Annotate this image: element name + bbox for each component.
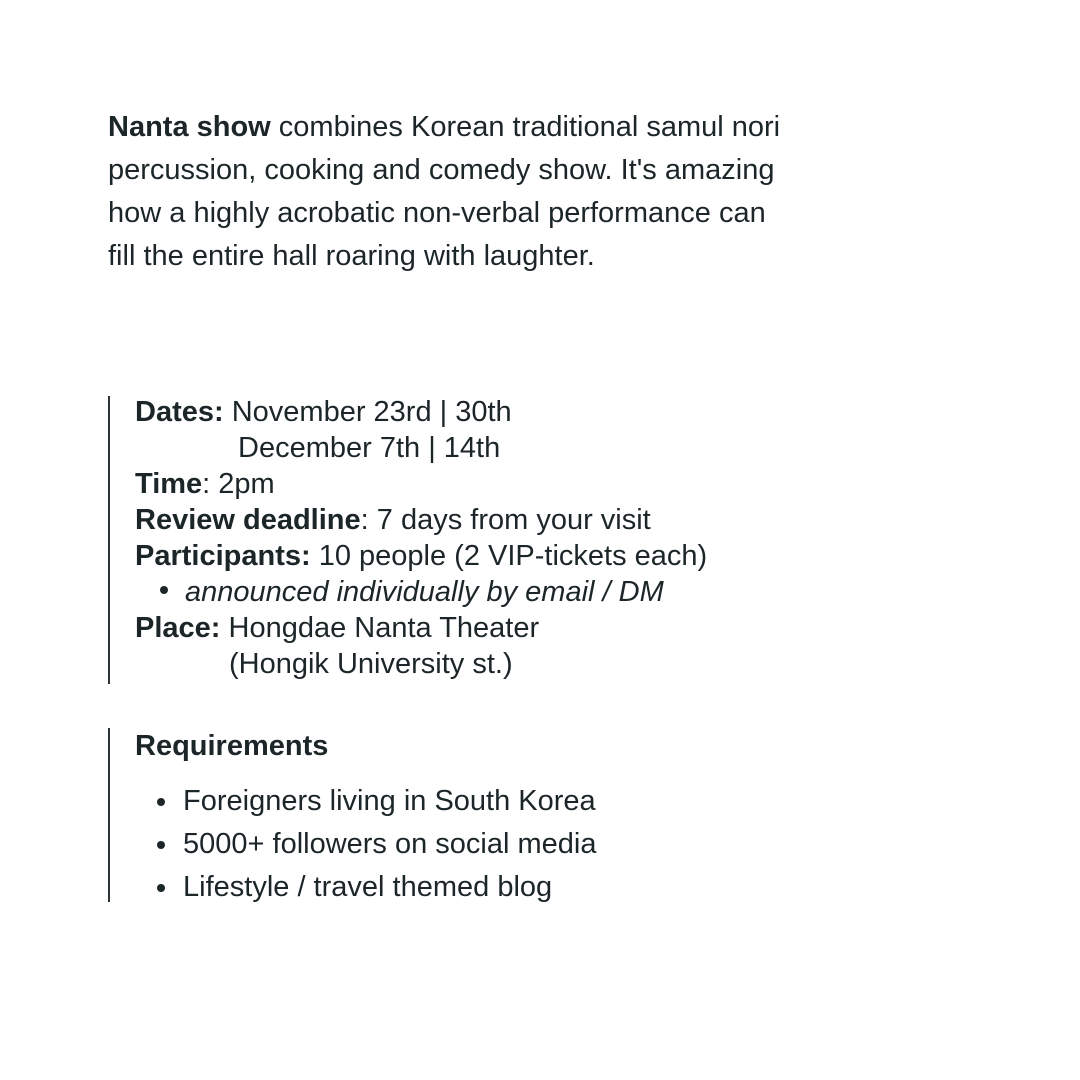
participants-value: 10 people (2 VIP-tickets each)	[310, 540, 708, 572]
list-item	[135, 780, 808, 823]
time-label: Time	[135, 468, 203, 500]
list-item	[135, 823, 808, 866]
event-details-block	[108, 396, 808, 684]
review-deadline-label: Review deadline	[135, 504, 361, 536]
review-deadline-value: : 7 days from your visit	[360, 504, 651, 536]
participants-note	[135, 574, 808, 610]
list-item	[135, 866, 808, 909]
place-row	[135, 610, 808, 646]
time-row	[135, 466, 808, 502]
dates-value-line2: December 7th | 14th	[238, 432, 501, 464]
intro-show-name: Nanta show	[108, 111, 271, 143]
dates-row-continued	[135, 430, 808, 466]
requirements-title: Requirements	[135, 730, 329, 762]
requirements-block	[108, 728, 808, 902]
place-value-line1: Hongdae Nanta Theater	[220, 612, 540, 644]
bullet-dot	[157, 884, 165, 892]
bullet-dot	[157, 798, 165, 806]
participants-row	[135, 538, 808, 574]
participants-label: Participants:	[135, 540, 311, 572]
requirement-text: 5000+ followers on social media	[183, 828, 597, 860]
intro-paragraph	[108, 106, 788, 278]
place-value-line2: (Hongik University st.)	[229, 648, 513, 680]
intro-description: combines Korean traditional samul nori percussion, cooking and comedy show. It's amazing how a highly acrobatic non-verbal performance can fill the entire hall roaring with laughter.	[108, 111, 781, 272]
requirement-text: Lifestyle / travel themed blog	[183, 871, 553, 903]
place-label: Place:	[135, 612, 221, 644]
place-row-continued	[135, 646, 808, 682]
dates-label: Dates:	[135, 396, 224, 428]
review-deadline-row	[135, 502, 808, 538]
dates-row	[135, 394, 808, 430]
requirement-text: Foreigners living in South Korea	[183, 785, 596, 817]
bullet-dot	[157, 841, 165, 849]
dates-value-line1: November 23rd | 30th	[223, 396, 512, 428]
requirements-list	[135, 780, 808, 909]
bullet-dot	[160, 586, 168, 594]
participants-note-text: announced individually by email / DM	[185, 576, 664, 608]
time-value: : 2pm	[202, 468, 275, 500]
